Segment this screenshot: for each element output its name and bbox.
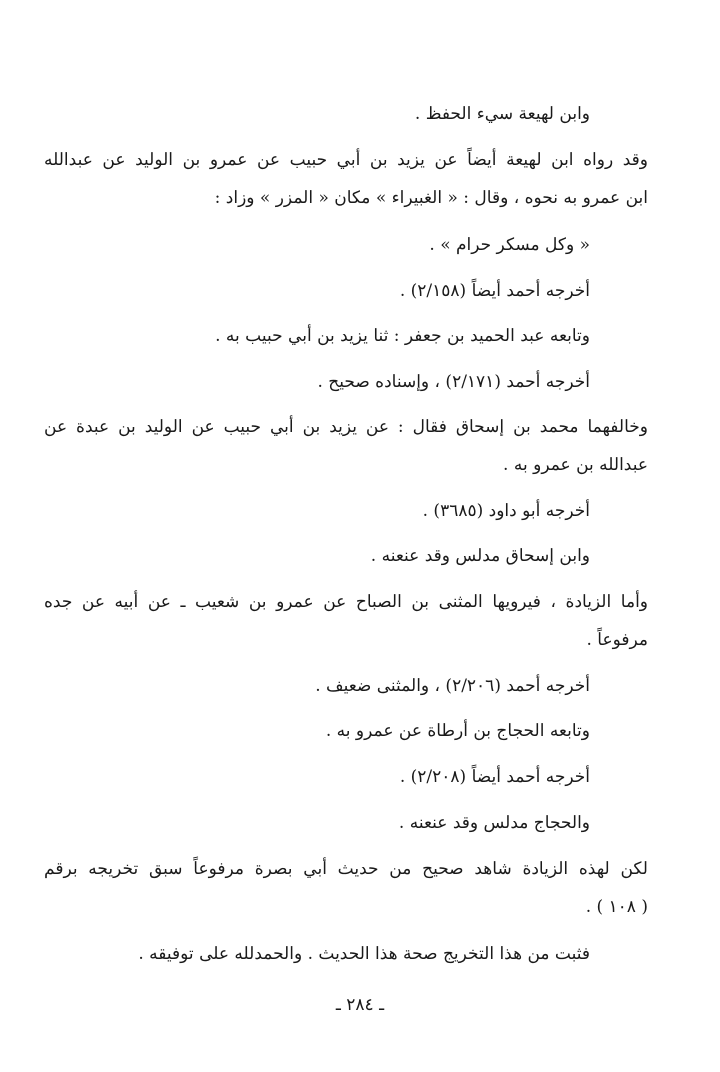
- text-line: وأما الزيادة ، فيرويها المثنى بن الصباح عن عمرو بن شعيب ـ عن أبيه عن جده: [44, 592, 648, 612]
- text-line: وخالفهما محمد بن إسحاق فقال : عن يزيد بن أبي حبيب عن الوليد بن عبدة عن: [44, 417, 648, 437]
- text-line: أخرجه أحمد أيضاً (٢/١٥٨) .: [399, 281, 590, 301]
- text-line: أخرجه أحمد أيضاً (٢/٢٠٨) .: [399, 767, 590, 787]
- text-line: وتابعه الحجاج بن أرطاة عن عمرو به .: [325, 721, 590, 741]
- text-line: أخرجه أحمد (٢/١٧١) ، وإسناده صحيح .: [317, 372, 590, 392]
- text-line: والحجاج مدلس وقد عنعنه .: [398, 813, 590, 833]
- text-line: وابن إسحاق مدلس وقد عنعنه .: [370, 546, 590, 566]
- text-line: ( ١٠٨ ) .: [585, 897, 648, 917]
- text-line: وابن لهيعة سيء الحفظ .: [414, 104, 590, 124]
- text-line: وتابعه عبد الحميد بن جعفر : ثنا يزيد بن أبي حبيب به .: [215, 326, 590, 346]
- text-line: أخرجه أبو داود (٣٦٨٥) .: [422, 501, 590, 521]
- text-line: فثبت من هذا التخريج صحة هذا الحديث . والحمدلله على توفيقه .: [138, 944, 590, 964]
- text-line: عبدالله بن عمرو به .: [503, 455, 648, 475]
- text-line: لكن لهذه الزيادة شاهد صحيح من حديث أبي بصرة مرفوعاً سبق تخريجه برقم: [44, 859, 648, 879]
- text-line: وقد رواه ابن لهيعة أيضاً عن يزيد بن أبي حبيب عن عمرو بن الوليد عن عبدالله: [44, 150, 648, 170]
- page-number: ـ ٢٨٤ ـ: [335, 995, 385, 1015]
- text-line: أخرجه أحمد (٢/٢٠٦) ، والمثنى ضعيف .: [315, 676, 590, 696]
- text-line: مرفوعاً .: [586, 630, 648, 650]
- text-line: ابن عمرو به نحوه ، وقال : « الغبيراء » مكان « المزر » وزاد :: [214, 188, 648, 208]
- text-line: « وكل مسكر حرام » .: [429, 235, 590, 255]
